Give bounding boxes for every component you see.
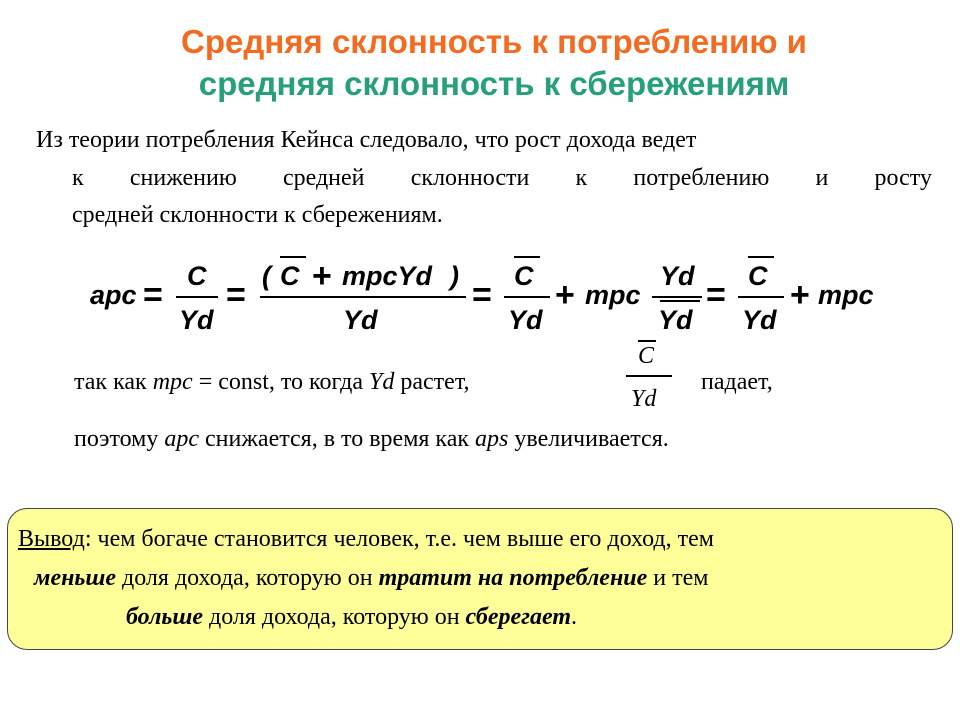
overline — [280, 256, 306, 258]
formula-plus: + — [790, 276, 810, 314]
formula-paren-open: ( — [262, 261, 271, 291]
intro-line-2 — [72, 160, 932, 197]
formula-c-bar: C — [514, 261, 534, 291]
formula-equals: = — [143, 276, 163, 314]
conclusion-line-2 — [34, 560, 708, 597]
explanation-line — [74, 366, 470, 398]
formula-mpcyd: mpcYd — [342, 261, 433, 291]
text: доля дохода, которую он — [116, 565, 379, 591]
text: чем богаче становится человек, т.е. чем выше его доход, тем — [91, 526, 714, 552]
aps-term: aps — [475, 426, 509, 452]
formula-denominator: Yd — [742, 305, 777, 335]
mpc-term: mpc — [152, 369, 193, 395]
intro-word: к — [575, 165, 588, 191]
text: . — [571, 604, 578, 630]
formula-denominator: Yd — [508, 305, 543, 335]
fraction-bar — [260, 296, 466, 298]
text: поэтому — [74, 426, 165, 452]
formula-denominator: Yd — [179, 305, 214, 335]
conclusion-line-3 — [126, 599, 577, 636]
emphasis-less: меньше — [34, 565, 117, 591]
formula-plus: + — [312, 257, 332, 295]
text: и тем — [647, 565, 709, 591]
text: = const, то когда — [192, 369, 370, 395]
formula-denominator: Yd — [658, 305, 693, 335]
intro-word: потреблению — [633, 165, 770, 191]
intro-word: склонности — [410, 165, 530, 191]
text: снижается, в то время как — [199, 426, 476, 452]
intro-word: к — [72, 165, 84, 191]
emphasis-spends: тратит на потребление — [378, 565, 648, 591]
conclusion-line-1 — [18, 521, 714, 558]
conclusion-label: Вывод — [18, 526, 85, 552]
small-fraction-denominator: Yd — [631, 386, 657, 412]
formula-c-bar: C — [748, 261, 768, 291]
formula-mpc: mpc — [585, 280, 641, 310]
emphasis-more: больше — [126, 604, 203, 630]
formula-apc: apc — [90, 280, 137, 310]
text: доля дохода, которую он — [203, 604, 466, 630]
overline — [514, 256, 540, 258]
formula-numerator: Yd — [660, 261, 695, 291]
intro-word: снижению — [129, 165, 237, 191]
formula-numerator: C — [187, 261, 207, 291]
fraction-bar — [738, 296, 784, 298]
intro-word: росту — [874, 165, 932, 191]
formula-mpc: mpc — [818, 280, 874, 310]
formula-denominator: Yd — [343, 305, 378, 335]
text: так как — [74, 369, 153, 395]
formula-c-bar: C — [280, 261, 300, 291]
formula-equals: = — [226, 276, 246, 314]
falls-text: падает, — [701, 369, 773, 395]
overline — [660, 300, 700, 302]
formula-equals: = — [706, 276, 726, 314]
formula-equals: = — [472, 276, 492, 314]
title-line-1: Средняя склонность к потреблению и — [181, 23, 807, 60]
intro-word: и — [815, 165, 829, 191]
intro-line-1: Из теории потребления Кейнса следовало, что рост дохода ведет — [36, 127, 697, 153]
small-fraction-numerator: C — [638, 343, 655, 369]
text: : — [84, 526, 92, 552]
title-line-2: средняя склонность к сбережениям — [198, 65, 790, 102]
overline — [748, 256, 774, 258]
formula-plus: + — [555, 276, 575, 314]
fraction-bar — [176, 296, 218, 298]
intro-word: средней — [282, 165, 365, 191]
emphasis-saves: сберегает — [465, 604, 572, 630]
yd-term: Yd — [369, 369, 395, 395]
text: растет, — [394, 369, 470, 395]
text: увеличивается. — [508, 426, 669, 452]
formula-paren-close: ) — [450, 261, 459, 291]
apc-term: apc — [164, 426, 199, 452]
fraction-bar — [504, 296, 550, 298]
conclusion-box — [7, 508, 953, 650]
fraction-bar — [652, 296, 702, 298]
fraction-bar — [626, 375, 672, 377]
therefore-line — [74, 423, 669, 455]
intro-line-3: средней склонности к сбережениям. — [72, 202, 443, 228]
